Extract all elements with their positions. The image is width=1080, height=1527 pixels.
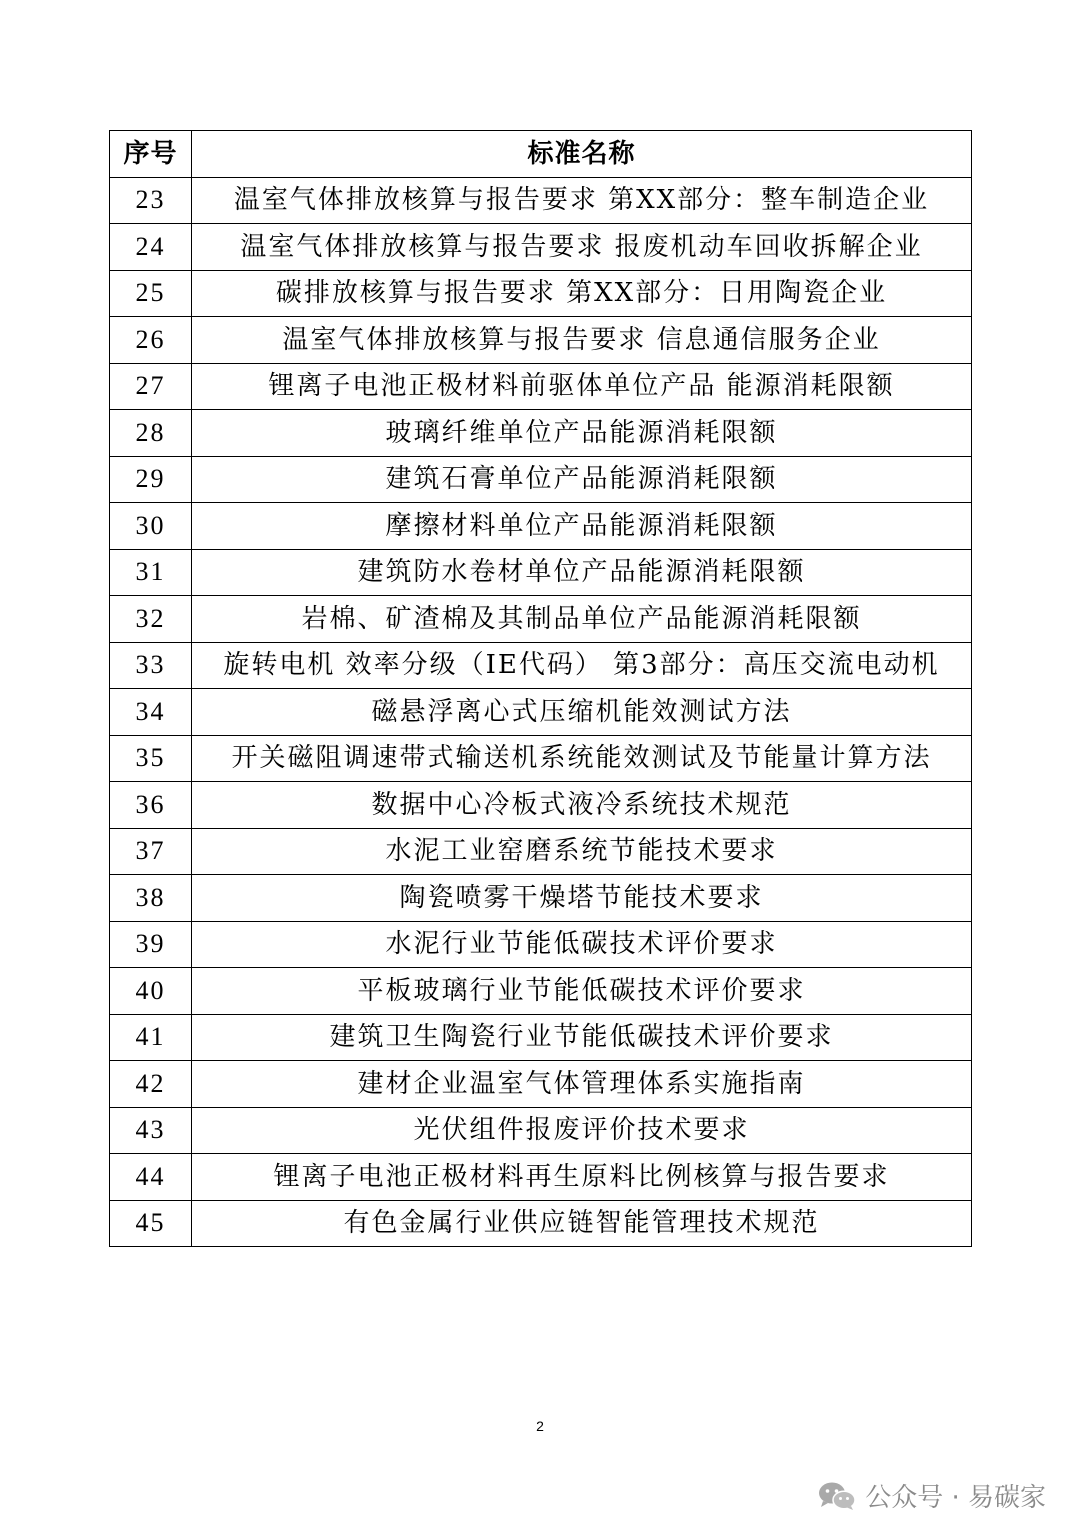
row-number: 25: [110, 270, 192, 317]
standard-name: 数据中心冷板式液冷系统技术规范: [192, 782, 972, 829]
table-row: [110, 456, 972, 503]
standard-name: 温室气体排放核算与报告要求 报废机动车回收拆解企业: [192, 224, 972, 271]
header-num: 序号: [110, 131, 192, 178]
table-row: [110, 270, 972, 317]
table-row: [110, 921, 972, 968]
row-number: 40: [110, 968, 192, 1015]
standard-name: 锂离子电池正极材料前驱体单位产品 能源消耗限额: [192, 363, 972, 410]
row-number: 31: [110, 549, 192, 596]
row-number: 44: [110, 1154, 192, 1201]
row-number: 37: [110, 828, 192, 875]
standard-name: 建筑卫生陶瓷行业节能低碳技术评价要求: [192, 1014, 972, 1061]
standard-name: 岩棉、矿渣棉及其制品单位产品能源消耗限额: [192, 596, 972, 643]
table-row: [110, 689, 972, 736]
table-row: [110, 224, 972, 271]
row-number: 29: [110, 456, 192, 503]
table-row: [110, 177, 972, 224]
watermark: [817, 1477, 1046, 1514]
watermark-text: 公众号 · 易碳家: [865, 1483, 1046, 1513]
row-number: 28: [110, 410, 192, 457]
standard-name: 水泥工业窑磨系统节能技术要求: [192, 828, 972, 875]
table-row: [110, 317, 972, 364]
row-number: 30: [110, 503, 192, 550]
standard-name: 建材企业温室气体管理体系实施指南: [192, 1061, 972, 1108]
standard-name: 温室气体排放核算与报告要求 信息通信服务企业: [192, 317, 972, 364]
table-row: [110, 1107, 972, 1154]
standard-name: 磁悬浮离心式压缩机能效测试方法: [192, 689, 972, 736]
row-number: 34: [110, 689, 192, 736]
wechat-icon: [817, 1481, 857, 1511]
table-row: [110, 875, 972, 922]
standard-name: 碳排放核算与报告要求 第XX部分：日用陶瓷企业: [192, 270, 972, 317]
table-row: [110, 549, 972, 596]
row-number: 32: [110, 596, 192, 643]
standard-name: 温室气体排放核算与报告要求 第XX部分：整车制造企业: [192, 177, 972, 224]
table-row: [110, 1061, 972, 1108]
standard-name: 旋转电机 效率分级（IE代码） 第3部分：高压交流电动机: [192, 642, 972, 689]
table-row: [110, 1014, 972, 1061]
row-number: 33: [110, 642, 192, 689]
table-row: [110, 410, 972, 457]
standard-name: 锂离子电池正极材料再生原料比例核算与报告要求: [192, 1154, 972, 1201]
table-body: [110, 177, 972, 1247]
row-number: 24: [110, 224, 192, 271]
row-number: 38: [110, 875, 192, 922]
row-number: 42: [110, 1061, 192, 1108]
row-number: 45: [110, 1200, 192, 1247]
standard-name: 陶瓷喷雾干燥塔节能技术要求: [192, 875, 972, 922]
row-number: 23: [110, 177, 192, 224]
page-number: 2: [536, 1418, 544, 1434]
standard-name: 建筑防水卷材单位产品能源消耗限额: [192, 549, 972, 596]
standard-name: 开关磁阻调速带式输送机系统能效测试及节能量计算方法: [192, 735, 972, 782]
table-header-row: [110, 131, 972, 178]
table-row: [110, 503, 972, 550]
header-name: 标准名称: [192, 131, 972, 178]
standard-name: 摩擦材料单位产品能源消耗限额: [192, 503, 972, 550]
table-row: [110, 363, 972, 410]
table-row: [110, 735, 972, 782]
standard-name: 平板玻璃行业节能低碳技术评价要求: [192, 968, 972, 1015]
standard-name: 光伏组件报废评价技术要求: [192, 1107, 972, 1154]
table-row: [110, 828, 972, 875]
table-row: [110, 1154, 972, 1201]
standard-name: 水泥行业节能低碳技术评价要求: [192, 921, 972, 968]
standard-name: 建筑石膏单位产品能源消耗限额: [192, 456, 972, 503]
table-row: [110, 968, 972, 1015]
row-number: 39: [110, 921, 192, 968]
standards-table: [109, 130, 972, 1247]
table-row: [110, 1200, 972, 1247]
table-row: [110, 596, 972, 643]
row-number: 43: [110, 1107, 192, 1154]
standard-name: 玻璃纤维单位产品能源消耗限额: [192, 410, 972, 457]
row-number: 41: [110, 1014, 192, 1061]
row-number: 36: [110, 782, 192, 829]
standard-name: 有色金属行业供应链智能管理技术规范: [192, 1200, 972, 1247]
table-row: [110, 782, 972, 829]
row-number: 26: [110, 317, 192, 364]
row-number: 35: [110, 735, 192, 782]
row-number: 27: [110, 363, 192, 410]
table-row: [110, 642, 972, 689]
